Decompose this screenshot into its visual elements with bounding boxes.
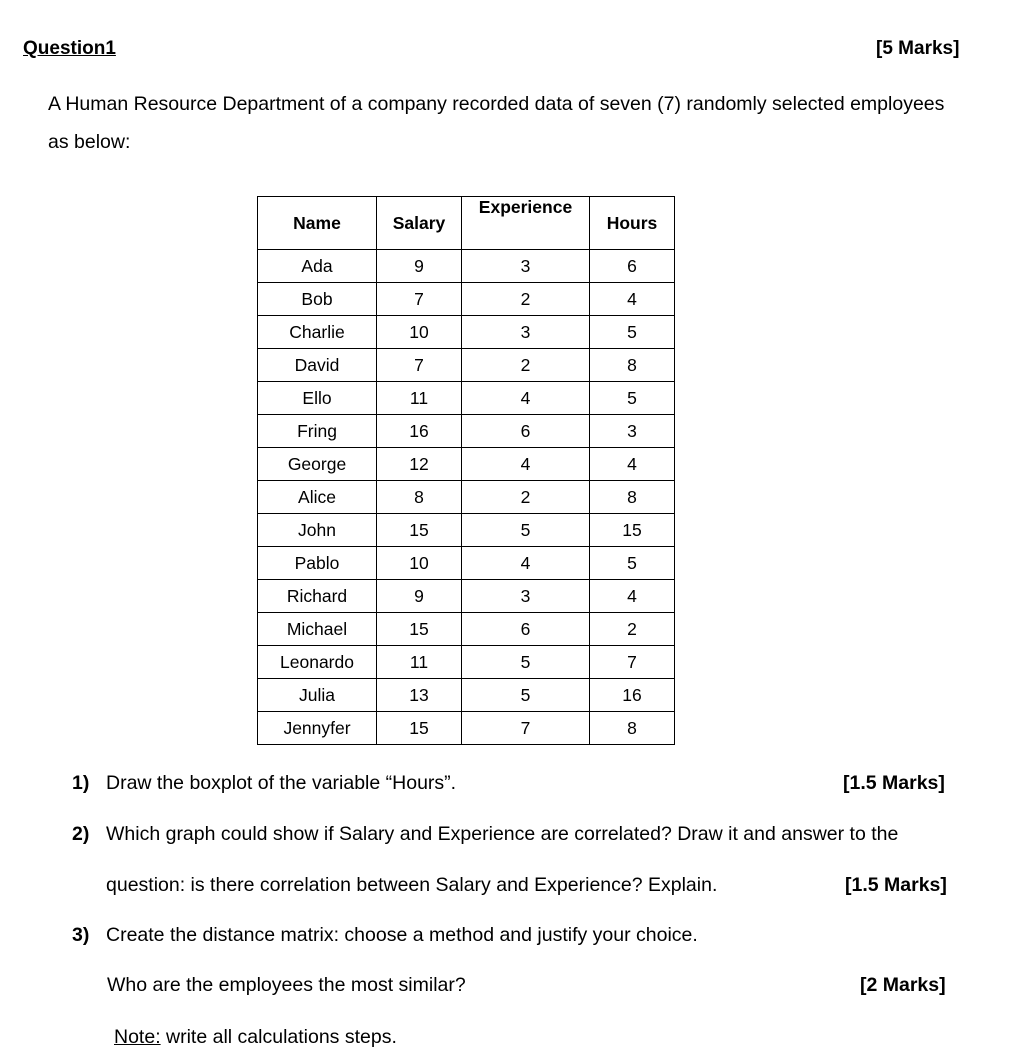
cell-salary: 9 xyxy=(377,580,462,613)
cell-hours: 4 xyxy=(590,580,675,613)
cell-salary: 12 xyxy=(377,448,462,481)
cell-name: George xyxy=(258,448,377,481)
table-row xyxy=(258,349,675,382)
cell-name: Julia xyxy=(258,679,377,712)
table-row xyxy=(258,712,675,745)
cell-name: Charlie xyxy=(258,316,377,349)
cell-name: John xyxy=(258,514,377,547)
table-body xyxy=(258,250,675,745)
table-row xyxy=(258,613,675,646)
cell-hours: 4 xyxy=(590,448,675,481)
cell-salary: 13 xyxy=(377,679,462,712)
cell-experience: 3 xyxy=(462,580,590,613)
table-row xyxy=(258,415,675,448)
cell-hours: 6 xyxy=(590,250,675,283)
cell-salary: 10 xyxy=(377,547,462,580)
cell-hours: 8 xyxy=(590,712,675,745)
table-row xyxy=(258,580,675,613)
cell-salary: 11 xyxy=(377,382,462,415)
cell-salary: 7 xyxy=(377,349,462,382)
item-2-text-line2: question: is there correlation between Salary and Experience? Explain. xyxy=(106,874,718,896)
cell-experience: 4 xyxy=(462,382,590,415)
cell-salary: 15 xyxy=(377,613,462,646)
table-row xyxy=(258,514,675,547)
cell-name: Ello xyxy=(258,382,377,415)
cell-experience: 6 xyxy=(462,415,590,448)
cell-salary: 15 xyxy=(377,514,462,547)
cell-hours: 7 xyxy=(590,646,675,679)
table-row xyxy=(258,250,675,283)
cell-name: Leonardo xyxy=(258,646,377,679)
cell-hours: 2 xyxy=(590,613,675,646)
item-2-text: Which graph could show if Salary and Experience are correlated? Draw it and answer to the xyxy=(106,823,899,845)
cell-name: Fring xyxy=(258,415,377,448)
cell-hours: 15 xyxy=(590,514,675,547)
cell-salary: 16 xyxy=(377,415,462,448)
cell-salary: 9 xyxy=(377,250,462,283)
table-header-row xyxy=(258,197,675,250)
item-1-text: Draw the boxplot of the variable “Hours”. xyxy=(106,772,457,794)
cell-experience: 5 xyxy=(462,679,590,712)
header-hours: Hours xyxy=(590,197,675,250)
cell-salary: 15 xyxy=(377,712,462,745)
cell-experience: 2 xyxy=(462,349,590,382)
item-3-number: 3) xyxy=(72,924,90,946)
cell-salary: 10 xyxy=(377,316,462,349)
cell-hours: 5 xyxy=(590,316,675,349)
cell-hours: 3 xyxy=(590,415,675,448)
cell-experience: 4 xyxy=(462,547,590,580)
cell-name: Alice xyxy=(258,481,377,514)
cell-name: Richard xyxy=(258,580,377,613)
cell-salary: 7 xyxy=(377,283,462,316)
table-row xyxy=(258,448,675,481)
employee-data-table xyxy=(257,196,675,745)
question-marks: [5 Marks] xyxy=(876,38,960,59)
table-row xyxy=(258,646,675,679)
question-title: Question1 xyxy=(23,38,116,59)
cell-name: Michael xyxy=(258,613,377,646)
cell-experience: 4 xyxy=(462,448,590,481)
cell-experience: 5 xyxy=(462,514,590,547)
cell-experience: 5 xyxy=(462,646,590,679)
table-row xyxy=(258,382,675,415)
note xyxy=(114,1026,397,1049)
cell-experience: 3 xyxy=(462,250,590,283)
item-3-marks: [2 Marks] xyxy=(860,974,946,996)
header-experience: Experience xyxy=(462,197,590,250)
cell-hours: 4 xyxy=(590,283,675,316)
cell-experience: 3 xyxy=(462,316,590,349)
cell-name: Pablo xyxy=(258,547,377,580)
table-row xyxy=(258,283,675,316)
item-1 xyxy=(72,772,456,795)
cell-experience: 2 xyxy=(462,481,590,514)
cell-hours: 5 xyxy=(590,547,675,580)
item-3-text-line2: Who are the employees the most similar? xyxy=(107,974,466,996)
cell-hours: 16 xyxy=(590,679,675,712)
item-2-marks: [1.5 Marks] xyxy=(845,874,947,896)
header-salary: Salary xyxy=(377,197,462,250)
note-text: write all calculations steps. xyxy=(160,1026,397,1048)
item-1-marks: [1.5 Marks] xyxy=(843,772,945,794)
cell-experience: 6 xyxy=(462,613,590,646)
note-label: Note: xyxy=(114,1026,161,1048)
table-row xyxy=(258,316,675,349)
header-name: Name xyxy=(258,197,377,250)
item-1-number: 1) xyxy=(72,772,90,794)
cell-name: Bob xyxy=(258,283,377,316)
cell-salary: 11 xyxy=(377,646,462,679)
cell-name: Jennyfer xyxy=(258,712,377,745)
cell-hours: 8 xyxy=(590,349,675,382)
item-3 xyxy=(72,924,698,947)
cell-name: David xyxy=(258,349,377,382)
cell-hours: 5 xyxy=(590,382,675,415)
item-2 xyxy=(72,823,898,846)
item-3-text: Create the distance matrix: choose a method and justify your choice. xyxy=(106,924,698,946)
cell-experience: 2 xyxy=(462,283,590,316)
cell-experience: 7 xyxy=(462,712,590,745)
cell-salary: 8 xyxy=(377,481,462,514)
question-intro-line1: A Human Resource Department of a company recorded data of seven (7) randomly selected employees xyxy=(48,93,945,115)
cell-name: Ada xyxy=(258,250,377,283)
cell-hours: 8 xyxy=(590,481,675,514)
item-2-number: 2) xyxy=(72,823,90,845)
question-intro-line2: as below: xyxy=(48,131,131,153)
table-row xyxy=(258,481,675,514)
table-row xyxy=(258,547,675,580)
table-row xyxy=(258,679,675,712)
